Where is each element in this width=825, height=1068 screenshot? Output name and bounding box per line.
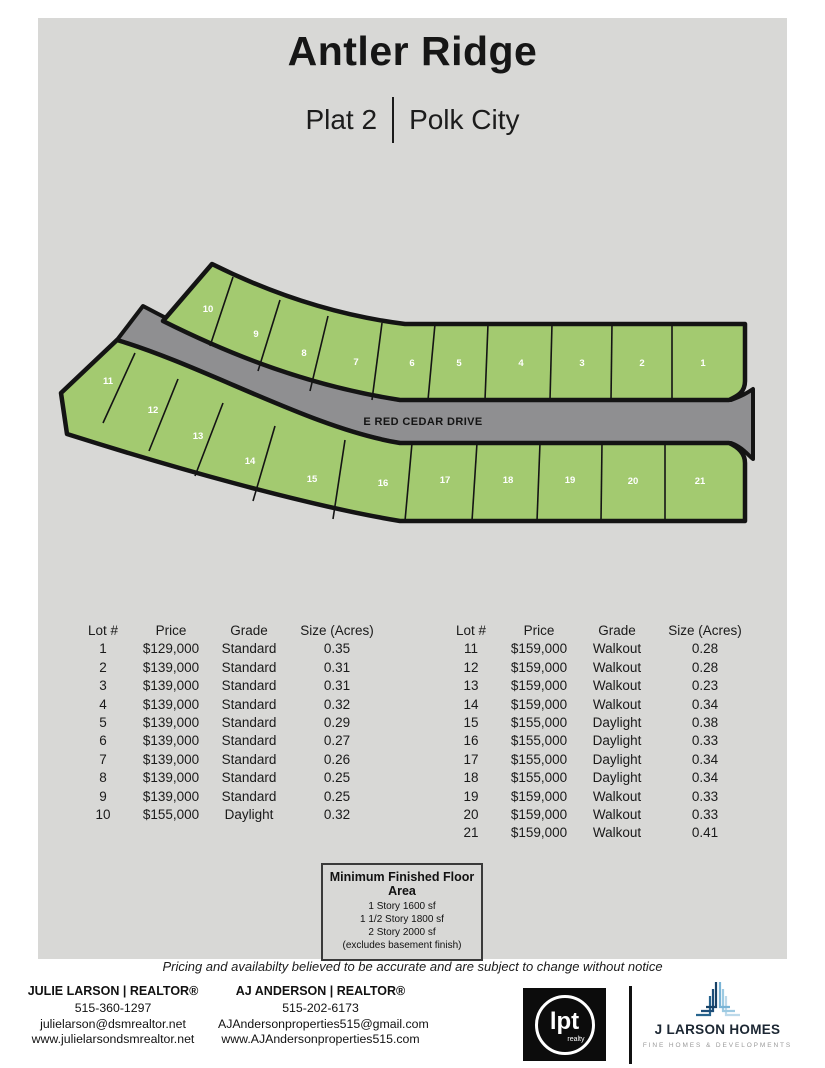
- lot-cell: 0.25: [323, 770, 351, 786]
- lot-cell: $139,000: [142, 696, 200, 712]
- lot-row: [78, 677, 390, 695]
- lot-cell: 0.34: [691, 696, 719, 712]
- lot-cell: Daylight: [224, 807, 274, 823]
- lot-cell: Standard: [221, 659, 277, 675]
- lot-number: 8: [301, 348, 307, 359]
- lot-cell: 0.25: [323, 788, 351, 804]
- lot-cell: Standard: [221, 751, 277, 767]
- column-header: Price: [523, 623, 555, 638]
- lot-row: [446, 806, 758, 824]
- lot-number: 12: [147, 405, 159, 416]
- lot-cell: 5: [99, 715, 107, 731]
- lot-cell: $155,000: [510, 770, 568, 786]
- lot-cell: $139,000: [142, 788, 200, 804]
- lot-number: 19: [564, 475, 576, 486]
- lot-cell: Daylight: [592, 751, 642, 767]
- lot-row: [78, 659, 390, 677]
- subtitle: [0, 97, 825, 143]
- lot-number: 18: [502, 475, 514, 486]
- subtitle-plat: Plat 2: [305, 104, 378, 135]
- floor-area-line: 1 1/2 Story 1800 sf: [360, 914, 444, 925]
- lot-number: 9: [253, 329, 259, 340]
- lot-price-table-right: [446, 622, 758, 843]
- lpt-realty-logo: [523, 988, 606, 1061]
- lot-cell: 4: [99, 696, 107, 712]
- lot-number: 20: [627, 476, 639, 487]
- lot-row: [446, 769, 758, 787]
- lot-price-table-left: [78, 622, 390, 824]
- lot-row: [446, 714, 758, 732]
- lot-cell: $139,000: [142, 715, 200, 731]
- lot-cell: 0.31: [323, 678, 351, 694]
- lot-cell: Standard: [221, 733, 277, 749]
- table-header: [446, 622, 758, 640]
- minimum-floor-area-box: [321, 863, 483, 961]
- lot-cell: 16: [463, 733, 479, 749]
- lot-cell: $155,000: [142, 807, 200, 823]
- j-larson-homes-icon: [694, 980, 742, 1020]
- agent-website: www.julielarsondsmrealtor.net: [31, 1032, 195, 1046]
- column-header: Lot #: [87, 623, 119, 638]
- column-header: Size (Acres): [668, 623, 742, 638]
- lpt-logo-text: lpt: [549, 1008, 580, 1035]
- lot-cell: 6: [99, 733, 107, 749]
- lot-cell: 14: [463, 696, 479, 712]
- lot-cell: Walkout: [592, 678, 642, 694]
- lot-cell: 18: [463, 770, 479, 786]
- lot-cell: 0.34: [691, 751, 719, 767]
- lot-cell: $139,000: [142, 751, 200, 767]
- lot-row: [446, 788, 758, 806]
- lot-cell: 0.32: [323, 696, 351, 712]
- lot-cell: 15: [463, 715, 479, 731]
- lot-number: 15: [306, 474, 318, 485]
- lot-cell: Standard: [221, 715, 277, 731]
- lot-number: 13: [192, 431, 204, 442]
- lot-number: 5: [456, 358, 462, 369]
- lot-row: [78, 714, 390, 732]
- lot-row: [446, 640, 758, 658]
- lot-number: 14: [244, 456, 256, 467]
- lot-number: 21: [694, 476, 706, 487]
- lot-row: [78, 769, 390, 787]
- lot-row: [446, 732, 758, 750]
- lot-number: 1: [700, 358, 706, 369]
- lot-row: [78, 751, 390, 769]
- lot-cell: 0.23: [691, 678, 719, 694]
- lot-cell: 0.33: [691, 733, 719, 749]
- lot-cell: 2: [99, 659, 107, 675]
- floor-area-line: 2 Story 2000 sf: [368, 927, 436, 938]
- page-title: Antler Ridge: [287, 28, 538, 74]
- agent-name: JULIE LARSON | REALTOR®: [27, 984, 199, 998]
- lot-cell: Standard: [221, 696, 277, 712]
- road-name-label: E RED CEDAR DRIVE: [363, 416, 483, 428]
- agent-email: julielarson@dsmrealtor.net: [40, 1016, 186, 1031]
- lot-cell: Standard: [221, 788, 277, 804]
- agent-name: AJ ANDERSON | REALTOR®: [235, 984, 406, 998]
- lot-cell: 0.28: [691, 641, 719, 657]
- plat-map: [45, 243, 795, 543]
- lot-cell: 3: [99, 678, 107, 694]
- lot-row: [78, 806, 390, 824]
- lot-cell: Daylight: [592, 715, 642, 731]
- agent-phone: 515-202-6173: [282, 1001, 359, 1015]
- lot-row: [78, 788, 390, 806]
- lot-number: 17: [439, 475, 451, 486]
- lot-cell: Standard: [221, 770, 277, 786]
- lot-row: [78, 640, 390, 658]
- lot-number: 7: [353, 357, 359, 368]
- lot-cell: Walkout: [592, 825, 642, 841]
- lot-cell: 11: [463, 641, 478, 657]
- agent-email: AJAndersonproperties515@gmail.com: [218, 1016, 429, 1031]
- agent-contact-julie: [18, 984, 208, 1048]
- lot-cell: 19: [463, 788, 479, 804]
- column-header: Grade: [598, 623, 636, 638]
- column-header: Lot #: [455, 623, 487, 638]
- column-header: Size (Acres): [300, 623, 374, 638]
- lot-cell: 0.26: [323, 751, 351, 767]
- lot-cell: Walkout: [592, 788, 642, 804]
- lot-cell: 12: [463, 659, 479, 675]
- lot-number: 16: [377, 478, 389, 489]
- lot-cell: 7: [99, 751, 107, 767]
- lot-cell: 0.34: [691, 770, 719, 786]
- lot-cell: 9: [99, 788, 107, 804]
- lot-cell: 0.35: [323, 641, 351, 657]
- lot-cell: Walkout: [592, 807, 642, 823]
- lot-cell: 0.32: [323, 807, 351, 823]
- lot-cell: $155,000: [510, 751, 568, 767]
- lot-cell: Standard: [221, 641, 277, 657]
- lot-cell: 0.33: [691, 807, 719, 823]
- floor-area-title: Minimum Finished Floor Area: [329, 870, 475, 898]
- lot-cell: $159,000: [510, 641, 568, 657]
- lot-cell: 8: [99, 770, 107, 786]
- lot-cell: Walkout: [592, 641, 642, 657]
- lot-cell: $139,000: [142, 659, 200, 675]
- lot-row: [78, 732, 390, 750]
- lot-cell: 17: [463, 751, 479, 767]
- lot-row: [446, 659, 758, 677]
- lot-cell: Daylight: [592, 733, 642, 749]
- table-header: [78, 622, 390, 640]
- lot-number: 6: [409, 358, 415, 369]
- lot-cell: 20: [463, 807, 479, 823]
- lot-cell: 0.41: [691, 825, 719, 841]
- lot-row: [446, 751, 758, 769]
- floor-area-line: (excludes basement finish): [342, 940, 462, 951]
- column-header: Price: [155, 623, 187, 638]
- lot-cell: Walkout: [592, 696, 642, 712]
- lot-number: 11: [102, 376, 114, 387]
- lot-cell: Walkout: [592, 659, 642, 675]
- lot-cell: Standard: [221, 678, 277, 694]
- lot-cell: 0.28: [691, 659, 719, 675]
- lpt-circle-icon: [535, 995, 595, 1055]
- lot-row: [446, 824, 758, 842]
- agent-contact-aj: [218, 984, 429, 1048]
- subtitle-city: Polk City: [409, 104, 520, 135]
- lot-row: [446, 696, 758, 714]
- lot-cell: $139,000: [142, 733, 200, 749]
- builder-tagline: FINE HOMES & DEVELOPMENTS: [642, 1042, 793, 1049]
- floor-area-line: 1 Story 1600 sf: [368, 901, 436, 912]
- lot-cell: 0.33: [691, 788, 719, 804]
- lot-cell: 1: [99, 641, 107, 657]
- subtitle-divider: [392, 97, 394, 143]
- lot-cell: $159,000: [510, 825, 568, 841]
- builder-logo-block: [630, 980, 805, 1049]
- lot-number: 2: [639, 358, 645, 369]
- lot-row: [446, 677, 758, 695]
- lot-cell: 0.29: [323, 715, 351, 731]
- lot-cell: $159,000: [510, 659, 568, 675]
- agent-phone: 515-360-1297: [74, 1001, 152, 1015]
- lot-cell: $159,000: [510, 696, 568, 712]
- lot-cell: $139,000: [142, 678, 200, 694]
- lot-number: 10: [202, 304, 214, 315]
- pricing-disclaimer: Pricing and availabilty believed to be accurate and are subject to change without notice: [162, 959, 663, 974]
- lot-cell: $159,000: [510, 678, 568, 694]
- lot-number: 4: [518, 358, 524, 369]
- lpt-logo-subtext: realty: [567, 1035, 585, 1043]
- header-row: [78, 622, 390, 640]
- lot-cell: $155,000: [510, 733, 568, 749]
- lot-cell: 21: [463, 825, 479, 841]
- lot-cell: 0.27: [323, 733, 351, 749]
- lot-row: [78, 696, 390, 714]
- lot-cell: $139,000: [142, 770, 200, 786]
- builder-name: J LARSON HOMES: [654, 1022, 781, 1037]
- lot-cell: Daylight: [592, 770, 642, 786]
- column-header: Grade: [230, 623, 268, 638]
- lot-cell: 0.38: [691, 715, 719, 731]
- lot-number: 3: [579, 358, 585, 369]
- lot-cell: 13: [463, 678, 479, 694]
- header-row: [446, 622, 758, 640]
- lot-cell: $159,000: [510, 807, 568, 823]
- lot-cell: $129,000: [142, 641, 200, 657]
- lot-cell: $159,000: [510, 788, 568, 804]
- lot-cell: 0.31: [323, 659, 351, 675]
- agent-website: www.AJAndersonproperties515.com: [221, 1032, 420, 1046]
- lot-cell: $155,000: [510, 715, 568, 731]
- lot-cell: 10: [95, 807, 111, 823]
